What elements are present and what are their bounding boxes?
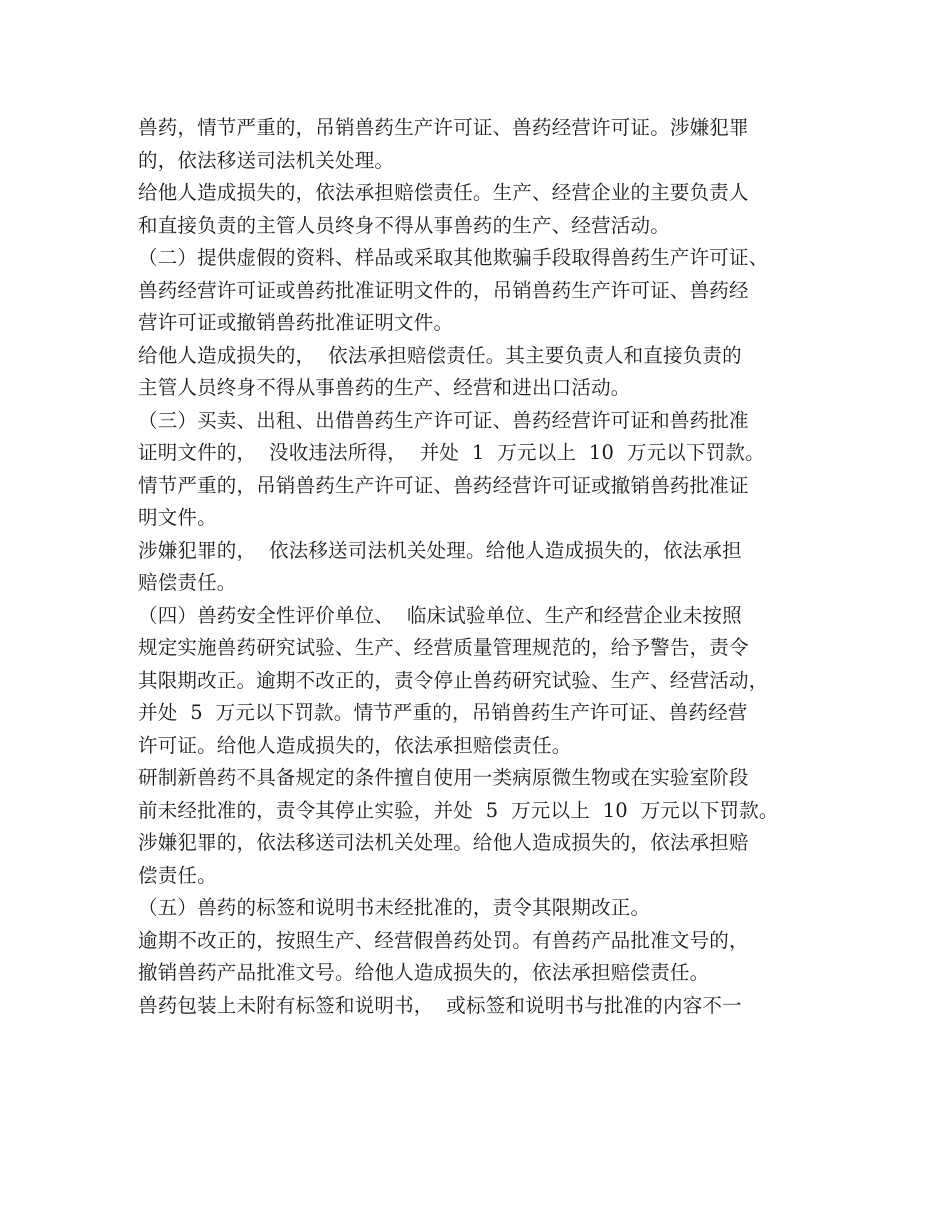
text-line: （三）买卖、出租、出借兽药生产许可证、兽药经营许可证和兽药批准 bbox=[138, 408, 749, 432]
text-line: 其限期改正。逾期不改正的，责令停止兽药研究试验、生产、经营活动， bbox=[138, 668, 769, 692]
text-line: 情节严重的，吊销兽药生产许可证、兽药经营许可证或撤销兽药批准证 bbox=[138, 473, 749, 497]
text-line: 规定实施兽药研究试验、生产、经营质量管理规范的，给予警告，责令 bbox=[138, 636, 749, 659]
text-line: 涉嫌犯罪的，依法移送司法机关处理。给他人造成损失的，依法承担赔 bbox=[138, 831, 749, 854]
text-line: （四）兽药安全性评价单位、 临床试验单位、生产和经营企业未按照 bbox=[138, 603, 742, 627]
text-line: 涉嫌犯罪的， 依法移送司法机关处理。给他人造成损失的，依法承担 bbox=[138, 538, 742, 562]
text-line: 给他人造成损失的， 依法承担赔偿责任。其主要负责人和直接负责的 bbox=[138, 343, 742, 367]
text-line: （二）提供虚假的资料、样品或采取其他欺骗手段取得兽药生产许可证、 bbox=[138, 246, 769, 269]
text-line: 许可证。给他人造成损失的，依法承担赔偿责任。 bbox=[138, 733, 572, 757]
document-body bbox=[138, 112, 828, 1022]
text-line: 明文件。 bbox=[138, 506, 217, 529]
text-line: 营许可证或撤销兽药批准证明文件。 bbox=[138, 311, 454, 334]
text-line: 和直接负责的主管人员终身不得从事兽药的生产、经营活动。 bbox=[138, 213, 670, 237]
text-line: 主管人员终身不得从事兽药的生产、经营和进出口活动。 bbox=[138, 376, 631, 399]
text-line: 前未经批准的，责令其停止实验，并处 5 万元以上 10 万元以下罚款。 bbox=[138, 798, 779, 822]
text-line: （五）兽药的标签和说明书未经批准的，责令其限期改正。 bbox=[138, 896, 651, 919]
text-line: 兽药，情节严重的，吊销兽药生产许可证、兽药经营许可证。涉嫌犯罪 bbox=[138, 116, 749, 139]
text-line: 兽药包装上未附有标签和说明书， 或标签和说明书与批准的内容不一 bbox=[138, 993, 742, 1017]
text-line: 研制新兽药不具备规定的条件擅自使用一类病原微生物或在实验室阶段 bbox=[138, 766, 749, 789]
text-line: 逾期不改正的，按照生产、经营假兽药处罚。有兽药产品批准文号的， bbox=[138, 928, 749, 952]
text-line: 赔偿责任。 bbox=[138, 571, 237, 594]
text-line: 撤销兽药产品批准文号。给他人造成损失的，依法承担赔偿责任。 bbox=[138, 961, 710, 984]
text-line: 给他人造成损失的，依法承担赔偿责任。生产、经营企业的主要负责人 bbox=[138, 181, 749, 204]
text-line: 偿责任。 bbox=[138, 863, 217, 887]
text-line: 证明文件的， 没收违法所得， 并处 1 万元以上 10 万元以下罚款。 bbox=[138, 441, 765, 464]
text-line: 兽药经营许可证或兽药批准证明文件的，吊销兽药生产许可证、兽药经 bbox=[138, 278, 749, 302]
text-line: 的，依法移送司法机关处理。 bbox=[138, 148, 395, 172]
text-line: 并处 5 万元以下罚款。情节严重的，吊销兽药生产许可证、兽药经营 bbox=[138, 701, 748, 724]
